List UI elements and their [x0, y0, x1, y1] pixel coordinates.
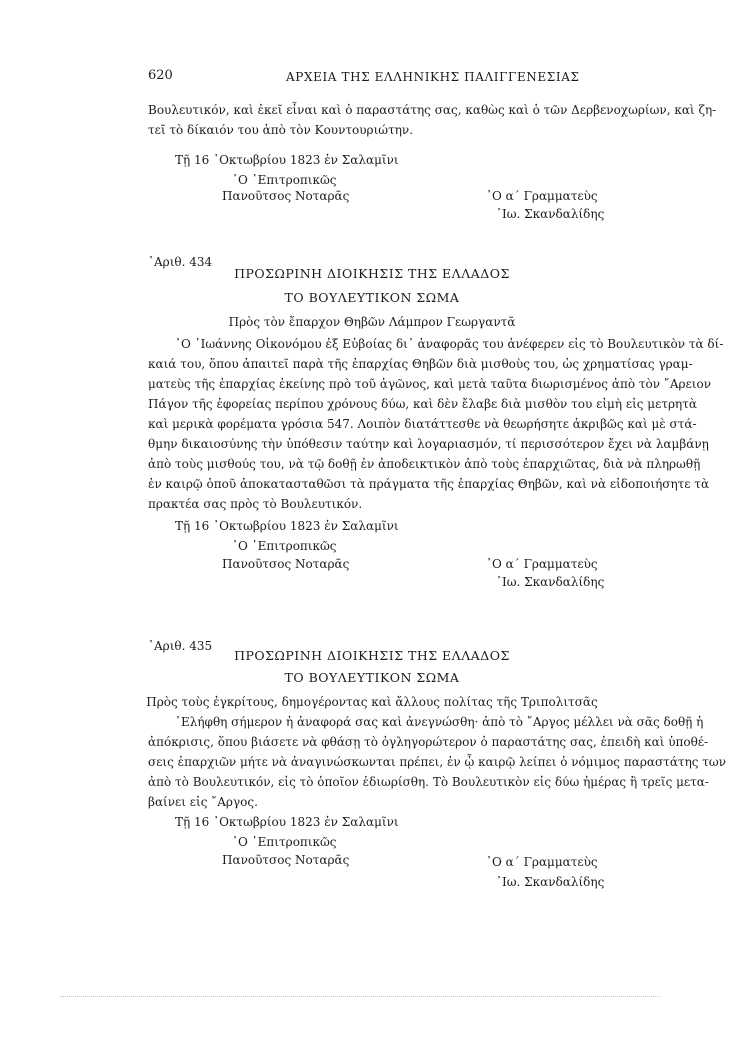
page-number: 620	[148, 68, 173, 83]
secretary-name: ᾿Ιω. Σκανδαλίδης	[496, 575, 605, 589]
document-title: ΠΡΟΣΩΡΙΝΗ ΔΙΟΙΚΗΣΙΣ ΤΗΣ ΕΛΛΑΔΟΣ	[234, 266, 510, 281]
committee-label: ᾿Ο ᾿Επιτροπικῶς	[232, 539, 337, 553]
paragraph-line: καιά του, ὅπου ἀπαιτεῖ παρὰ τῆς ἐπαρχίας Θηβῶν διὰ μισθοὺς του, ὡς χρηματίσας γραμ-	[148, 357, 693, 371]
paragraph-line: βαίνει εἰς ῎Αργος.	[148, 795, 258, 809]
paragraph-line: Πάγον τῆς ἐφορείας περίπου χρόνους δύω, καὶ δὲν ἔλαβε διὰ μισθὸν του εἰμὴ εἰς μετρητὰ	[148, 397, 697, 411]
addressee-line: Πρὸς τὸν ἔπαρχον Θηβῶν Λάμπρον Γεωργαντᾶ	[228, 315, 516, 329]
paragraph-line: καὶ μερικὰ φορέματα γρόσια 547. Λοιπὸν διατάττεσθε νὰ θεωρήσητε ἀκριβῶς καὶ μὲ στά-	[148, 417, 697, 431]
committee-label: ᾿Ο ᾿Επιτροπικῶς	[232, 835, 337, 849]
addressee-line: Πρὸς τοὺς ἐγκρίτους, δημογέροντας καὶ ἄλλους πολίτας τῆς Τριπολιτσᾶς	[146, 695, 598, 709]
date-line: Τῇ 16 ᾿Οκτωβρίου 1823 ἐν Σαλαμῖνι	[175, 153, 399, 167]
date-line: Τῇ 16 ᾿Οκτωβρίου 1823 ἐν Σαλαμῖνι	[175, 815, 399, 829]
paragraph-line: πρακτέα σας πρὸς τὸ Βουλευτικόν.	[148, 497, 363, 511]
secretary-label: ᾿Ο α´ Γραμματεὺς	[486, 189, 598, 203]
committee-label: ᾿Ο ᾿Επιτροπικῶς	[232, 173, 337, 187]
committee-name: Πανοῦτσος Νοταρᾶς	[222, 853, 350, 867]
paragraph-line: σεις ἐπαρχιῶν μήτε νὰ ἀναγινώσκωνται πρέπει, ἐν ᾧ καιρῷ λείπει ὁ νόμιμος παραστάτης των	[148, 755, 727, 769]
scan-artifact-line	[60, 996, 660, 998]
paragraph-line: ᾿Ελήφθη σήμερον ἡ ἀναφορά σας καὶ ἀνεγνώσθη· ἀπὸ τὸ ῎Αργος μέλλει νὰ σᾶς δοθῇ ἡ	[175, 715, 704, 729]
document-subtitle: ΤΟ ΒΟΥΛΕΥΤΙΚΟΝ ΣΩΜΑ	[284, 290, 460, 305]
paragraph-line: θμην δικαιοσύνης τὴν ὑπόθεσιν ταύτην καὶ λογαριασμόν, τί περισσότερον ἔχει νὰ λαμβάνῃ	[148, 437, 709, 451]
secretary-name: ᾿Ιω. Σκανδαλίδης	[496, 875, 605, 889]
paragraph-line: τεῖ τὸ δίκαιόν του ἀπὸ τὸν Κουντουριώτην.	[148, 123, 414, 137]
committee-name: Πανοῦτσος Νοταρᾶς	[222, 189, 350, 203]
paragraph-line: ἐν καιρῷ ὁποῦ ἀποκατασταθῶσι τὰ πράγματα τῆς ἐπαρχίας Θηβῶν, καὶ νὰ εἰδοποιήσητε τὰ	[148, 477, 710, 491]
document-title: ΠΡΟΣΩΡΙΝΗ ΔΙΟΙΚΗΣΙΣ ΤΗΣ ΕΛΛΑΔΟΣ	[234, 648, 510, 663]
paragraph-line: Βουλευτικόν, καὶ ἐκεῖ εἶναι καὶ ὁ παραστάτης σας, καθὼς καὶ ὁ τῶν Δερβενοχωρίων, καὶ ζη-	[148, 103, 717, 117]
paragraph-line: ᾿Ο ᾿Ιωάννης Οἰκονόμου ἐξ Εὐβοίας δι᾿ ἀναφορᾶς του ἀνέφερεν εἰς τὸ Βουλευτικὸν τὰ δί-	[175, 337, 724, 351]
paragraph-line: ἀπὸ τὸ Βουλευτικόν, εἰς τὸ ὁποῖον ἐδιωρίσθη. Τὸ Βουλευτικὸν εἰς δύω ἡμέρας ἢ τρεῖς μετα-	[148, 775, 709, 789]
secretary-label: ᾿Ο α´ Γραμματεὺς	[486, 855, 598, 869]
secretary-label: ᾿Ο α´ Γραμματεὺς	[486, 557, 598, 571]
paragraph-line: ἀπόκρισις, ὅπου βιάσετε νὰ φθάσῃ τὸ ὀγληγορώτερον ὁ παραστάτης σας, ἐπειδὴ καὶ ὑποθέ-	[148, 735, 709, 749]
secretary-name: ᾿Ιω. Σκανδαλίδης	[496, 207, 605, 221]
document-subtitle: ΤΟ ΒΟΥΛΕΥΤΙΚΟΝ ΣΩΜΑ	[284, 670, 460, 685]
paragraph-line: ἀπὸ τοὺς μισθούς του, νὰ τῷ δοθῇ ἐν ἀποδεικτικὸν ἀπὸ τοὺς ἐπαρχιῶτας, διὰ νὰ πληρωθῇ	[148, 457, 701, 471]
document-number: ᾿Αριθ. 435	[148, 639, 213, 653]
running-title: ΑΡΧΕΙΑ ΤΗΣ ΕΛΛΗΝΙΚΗΣ ΠΑΛΙΓΓΕΝΕΣΙΑΣ	[286, 70, 580, 84]
paragraph-line: ματεὺς τῆς ἐπαρχίας ἐκείνης πρὸ τοῦ ἀγῶνος, καὶ μετὰ ταῦτα διωρισμένος ἀπὸ τὸν ῎Αρειον	[148, 377, 712, 391]
document-number: ᾿Αριθ. 434	[148, 255, 213, 269]
committee-name: Πανοῦτσος Νοταρᾶς	[222, 557, 350, 571]
date-line: Τῇ 16 ᾿Οκτωβρίου 1823 ἐν Σαλαμῖνι	[175, 519, 399, 533]
